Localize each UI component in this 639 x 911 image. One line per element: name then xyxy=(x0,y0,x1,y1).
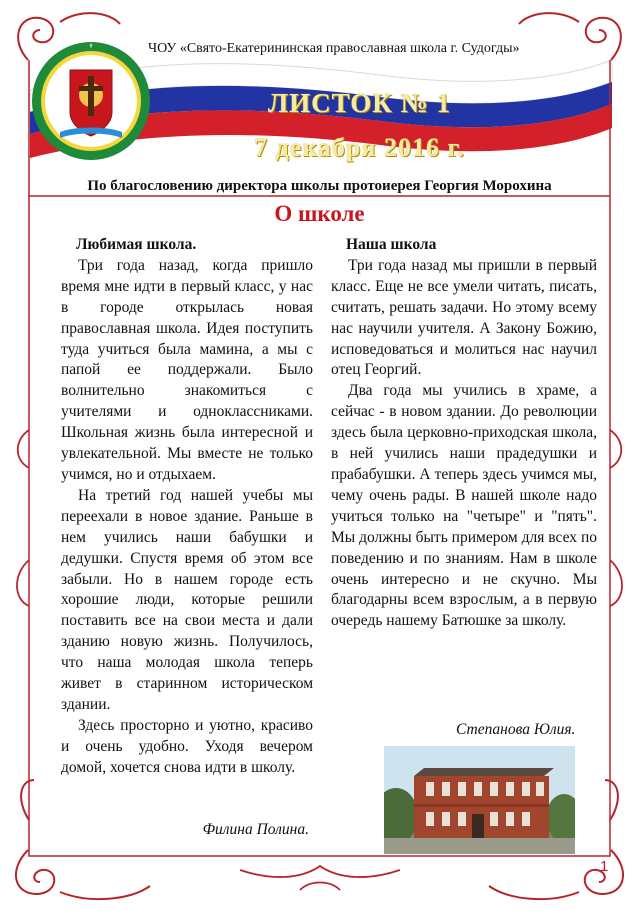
right-article-title: Наша школа xyxy=(346,236,437,253)
blessing-line: По благословению директора школы протоиерея Георгия Морохина xyxy=(87,178,552,194)
side-ornament-right xyxy=(610,430,622,606)
left-article-title: Любимая школа. xyxy=(76,236,197,253)
right-article-author: Степанова Юлия. xyxy=(456,721,576,738)
section-title: О школе xyxy=(274,201,365,226)
page-number: 1 xyxy=(600,858,609,875)
school-building-photo xyxy=(384,746,575,854)
left-article-author: Филина Полина. xyxy=(202,821,309,838)
sheet-number: ЛИСТОК № 1 xyxy=(268,88,451,118)
corner-ornament-tr xyxy=(519,13,621,60)
side-ornament-left xyxy=(17,430,29,606)
left-article-paragraph: На третий год нашей учебы мы переехали в новое здание. Раньше в нем учились наши бабушки и дедушки. Спустя время об этом все забыли. Но в нашем городе есть хорошие люди, которые решили поставить все на свои места и дали зданию новую жизнь. Получилось, что наша молодая школа теперь живет в старинном историческом здании. xyxy=(61,486,313,713)
left-article-paragraph: Три года назад, когда пришло время мне идти в первый класс, у нас в городе открылась новая православная школа. Идея поступить туда учиться была мамина, а мы с папой ее поддержали. Было волнительно знакомиться с учителями и одноклассниками. Школьная жизнь была интересной и увлекательной. Мы вместе не только учимся, но и отдыхаем. xyxy=(61,256,313,483)
left-article xyxy=(61,235,313,779)
left-article-paragraph: Здесь просторно и уютно, красиво и очень удобно. Уходя вечером домой, хочется снова идти в школу. xyxy=(61,716,313,776)
right-article-paragraph: Три года назад мы пришли в первый класс. Еще не все умели читать, писать, считать, решать задачи. Но этому всему нас научили учителя. А Закону Божию, исповедоваться и молиться нас научил отец Георгий. xyxy=(331,256,597,379)
school-name: ЧОУ «Свято-Екатерининская православная школа г. Судогды» xyxy=(148,41,520,56)
right-article-paragraph: Два года мы учились в храме, а сейчас - в новом здании. До революции здесь была церковно-приходская школа, в ней учились наши прадедушки и прабабушки. А теперь здесь учимся мы, чему очень рады. В нашей школе надо учиться только на "четыре" и "пять". Мы должны быть примером для всех по поведению и по знаниям. Нам в школе очень интересно и не скучно. Мы благодарны всем взрослым, а в первую очередь нашему Батюшке за школу. xyxy=(331,382,597,630)
corner-ornament-bl xyxy=(16,780,150,899)
bottom-ornament xyxy=(240,866,400,890)
issue-date: 7 декабря 2016 г. xyxy=(254,133,465,162)
right-article xyxy=(331,235,597,632)
logo-lettering: ✝ xyxy=(88,44,94,50)
